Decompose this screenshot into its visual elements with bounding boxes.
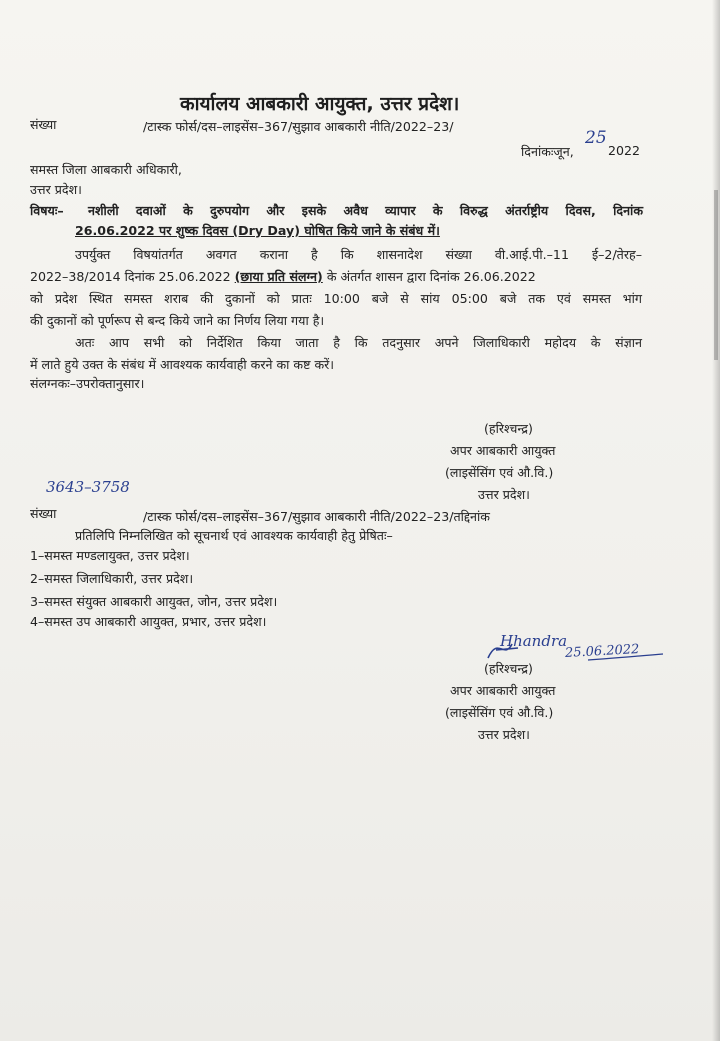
signatory-2-state: उत्तर प्रदेश।: [478, 727, 530, 742]
signatory-designation: अपर आबकारी आयुक्त: [450, 443, 556, 458]
paragraph-1-line-4: की दुकानों को पूर्णरूप से बन्द किये जाने का निर्णय लिया गया है।: [30, 313, 325, 328]
subject-text-line-1: नशीली दवाओं के दुरुपयोग और इसके अवैध व्यापार के विरुद्ध अंतर्राष्ट्रीय दिवस, दिनांक: [88, 203, 643, 218]
paragraph-1-line-2: [30, 268, 536, 285]
reference-number: /टास्क फोर्स/दस–लाइसेंस–367/सुझाव आबकारी नीति/2022–23/: [143, 119, 454, 134]
paragraph-1-line-1: उपर्युक्त विषयांतर्गत अवगत कराना है कि शासनादेश संख्या वी.आई.पी.–11 ई–2/तेरह–: [75, 247, 642, 262]
handwritten-dispatch-number: 3643–3758: [46, 478, 130, 496]
recipient-line-1: समस्त जिला आबकारी अधिकारी,: [30, 162, 182, 177]
order-reference-continued: के अंतर्गत शासन द्वारा दिनांक 26.06.2022: [326, 269, 536, 284]
page-edge-shadow: [712, 0, 720, 1041]
signatory-department: (लाइसेंसिंग एवं औ.वि.): [445, 465, 554, 480]
signatory-2-designation: अपर आबकारी आयुक्त: [450, 683, 556, 698]
scan-edge-mark: [714, 190, 718, 360]
date-year: 2022: [608, 143, 641, 158]
paragraph-2-line-1: अतः आप सभी को निर्देशित किया जाता है कि तदनुसार अपने जिलाधिकारी महोदय के संज्ञान: [75, 335, 642, 350]
subject-label: विषयः–: [30, 203, 64, 218]
signatory-2-department: (लाइसेंसिंग एवं औ.वि.): [445, 705, 554, 720]
copy-recipient-1: 1–समस्त मण्डलायुक्त, उत्तर प्रदेश।: [30, 548, 190, 563]
signatory-2-name: (हरिश्चन्द्र): [484, 661, 533, 676]
signatory-state: उत्तर प्रदेश।: [478, 487, 530, 502]
number-label: संख्या: [30, 117, 57, 132]
copy-intro: प्रतिलिपि निम्नलिखित को सूचनार्थ एवं आवश्यक कार्यवाही हेतु प्रेषितः–: [75, 528, 393, 543]
recipient-line-2: उत्तर प्रदेश।: [30, 182, 82, 197]
paragraph-1-line-3: को प्रदेश स्थित समस्त शराब की दुकानों को प्रातः 10:00 बजे से सांय 05:00 बजे तक एवं समस्त भांग: [30, 291, 642, 306]
copy-reference-number: /टास्क फोर्स/दस–लाइसेंस–367/सुझाव आबकारी नीति/2022–23/तद्दिनांक: [143, 509, 490, 524]
copy-recipient-4: 4–समस्त उप आबकारी आयुक्त, प्रभार, उत्तर प्रदेश।: [30, 614, 267, 629]
order-reference: 2022–38/2014 दिनांक 25.06.2022: [30, 269, 231, 284]
handwritten-signature-date: 25.06.2022: [564, 642, 640, 661]
copy-recipient-3: 3–समस्त संयुक्त आबकारी आयुक्त, जोन, उत्तर प्रदेश।: [30, 594, 278, 609]
date-prefix: दिनांकःजून,: [521, 144, 574, 159]
enclosure-note: संलग्नकः–उपरोक्तानुसार।: [30, 376, 145, 391]
copy-number-label: संख्या: [30, 506, 57, 521]
enclosed-copy-note: (छाया प्रति संलग्न): [234, 269, 323, 284]
handwritten-signature: Hhandra: [500, 632, 568, 650]
copy-recipient-2: 2–समस्त जिलाधिकारी, उत्तर प्रदेश।: [30, 571, 194, 586]
handwritten-date-day: 25: [585, 128, 607, 148]
office-title: कार्यालय आबकारी आयुक्त, उत्तर प्रदेश।: [180, 93, 460, 115]
paragraph-2-line-2: में लाते हुये उक्त के संबंध में आवश्यक कार्यवाही करने का कष्ट करें।: [30, 357, 335, 372]
subject-text-line-2: 26.06.2022 पर शुष्क दिवस (Dry Day) घोषित किये जाने के संबंध में।: [75, 223, 440, 238]
signatory-name: (हरिश्चन्द्र): [484, 421, 533, 436]
